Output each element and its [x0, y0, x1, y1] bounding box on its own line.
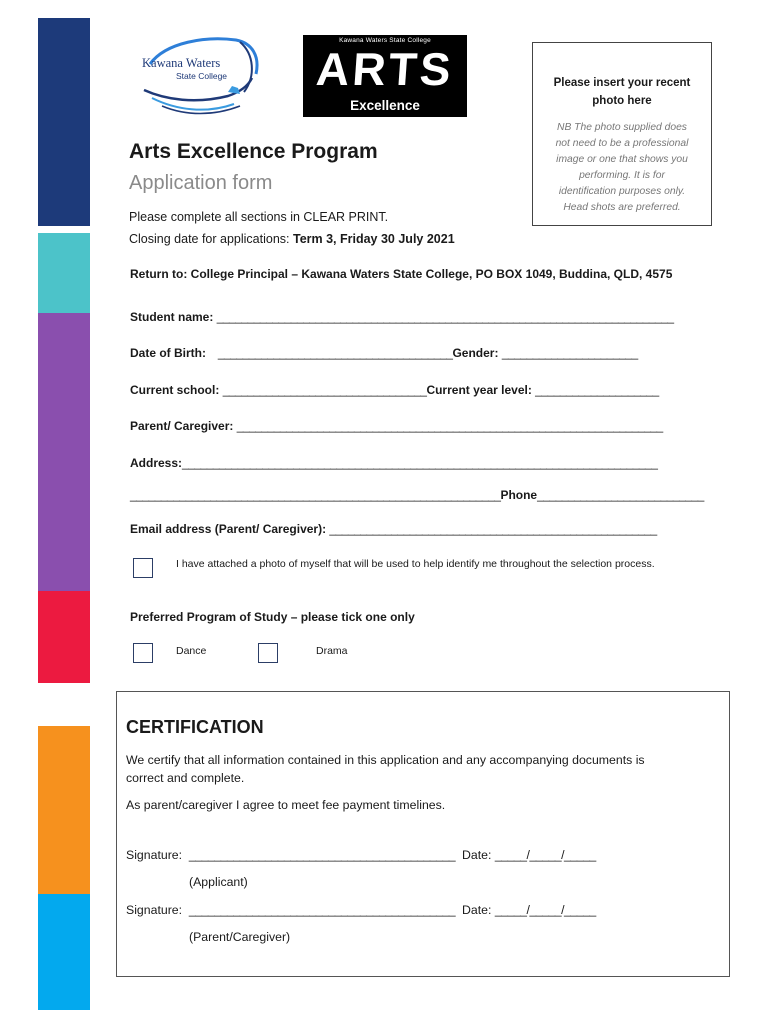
address-line2-field[interactable]: ____________________________________________________________Phone___________________________: [130, 488, 704, 502]
logo-text-line2: State College: [176, 71, 228, 81]
photo-box-note: NB The photo supplied does not need to be a professional image or one that shows you performing. It is for identification purposes only. Head shots are preferred.: [555, 122, 689, 213]
program-heading: Preferred Program of Study – please tick one only: [130, 610, 415, 624]
certification-text-line2: correct and complete.: [126, 771, 245, 785]
drama-label: Drama: [316, 645, 348, 657]
color-bar-teal: [38, 233, 90, 313]
parent-date-field[interactable]: Date:: [462, 903, 492, 917]
college-logo: [136, 34, 260, 118]
address-field[interactable]: Address:_____________________________________________________________________________: [130, 456, 658, 470]
photo-attached-checkbox[interactable]: [133, 558, 153, 578]
closing-date-value: Term 3, Friday 30 July 2021: [292, 232, 455, 246]
color-bar-orange: [38, 726, 90, 894]
color-bar-purple: [38, 313, 90, 591]
color-bar-navy: [38, 18, 90, 226]
applicant-signature-field[interactable]: Signature: __________________________________________ Date: _____/_____/_____: [126, 848, 596, 862]
color-bar-red: [38, 591, 90, 683]
arts-excellence-logo: [303, 35, 467, 117]
photo-attached-label: I have attached a photo of myself that will be used to help identify me throughout the selection process.: [176, 558, 655, 570]
dance-checkbox[interactable]: [133, 643, 153, 663]
arts-logo-college: Kawana Waters State College: [339, 37, 431, 44]
photo-box[interactable]: [532, 42, 712, 226]
year-level-field[interactable]: Current year level:: [426, 383, 532, 397]
gender-field[interactable]: Gender:: [452, 346, 499, 360]
parent-caregiver-field[interactable]: Parent/ Caregiver: _____________________________________________________________________: [130, 419, 663, 433]
instruction-text: Please complete all sections in CLEAR PRINT.: [129, 210, 389, 224]
photo-box-title: Please insert your recent photo here: [553, 77, 691, 107]
page-subtitle: Application form: [129, 172, 273, 194]
dance-label: Dance: [176, 645, 207, 657]
arts-logo-wordmark: ARTS: [314, 43, 456, 95]
return-address: Return to: College Principal – Kawana Waters State College, PO BOX 1049, Buddina, QLD, 4575: [130, 267, 673, 281]
applicant-date-field[interactable]: Date:: [462, 848, 492, 862]
dob-field[interactable]: Date of Birth: ______________________________________Gender: ______________________: [130, 346, 638, 360]
applicant-caption: (Applicant): [189, 875, 248, 889]
fee-agreement-text: As parent/caregiver I agree to meet fee payment timelines.: [126, 798, 446, 812]
student-name-field[interactable]: Student name: __________________________________________________________________________: [130, 310, 674, 324]
certification-text-line1: We certify that all information contained in this application and any accompanying documents is: [126, 753, 645, 767]
parent-caption: (Parent/Caregiver): [189, 930, 291, 944]
arts-logo-excellence: Excellence: [350, 98, 420, 113]
current-school-field[interactable]: Current school: _________________________________Current year level: ____________________: [130, 383, 659, 397]
page-title: Arts Excellence Program: [129, 140, 378, 163]
closing-date: Closing date for applications: Term 3, Friday 30 July 2021: [129, 232, 455, 246]
email-field[interactable]: Email address (Parent/ Caregiver): _____________________________________________________: [130, 522, 657, 536]
logo-text-line1: Kawana Waters: [142, 56, 221, 70]
phone-field[interactable]: Phone: [500, 488, 538, 502]
color-bar-blue: [38, 894, 90, 1010]
certification-heading: CERTIFICATION: [126, 717, 264, 737]
parent-signature-field[interactable]: Signature: __________________________________________ Date: _____/_____/_____: [126, 903, 596, 917]
drama-checkbox[interactable]: [258, 643, 278, 663]
